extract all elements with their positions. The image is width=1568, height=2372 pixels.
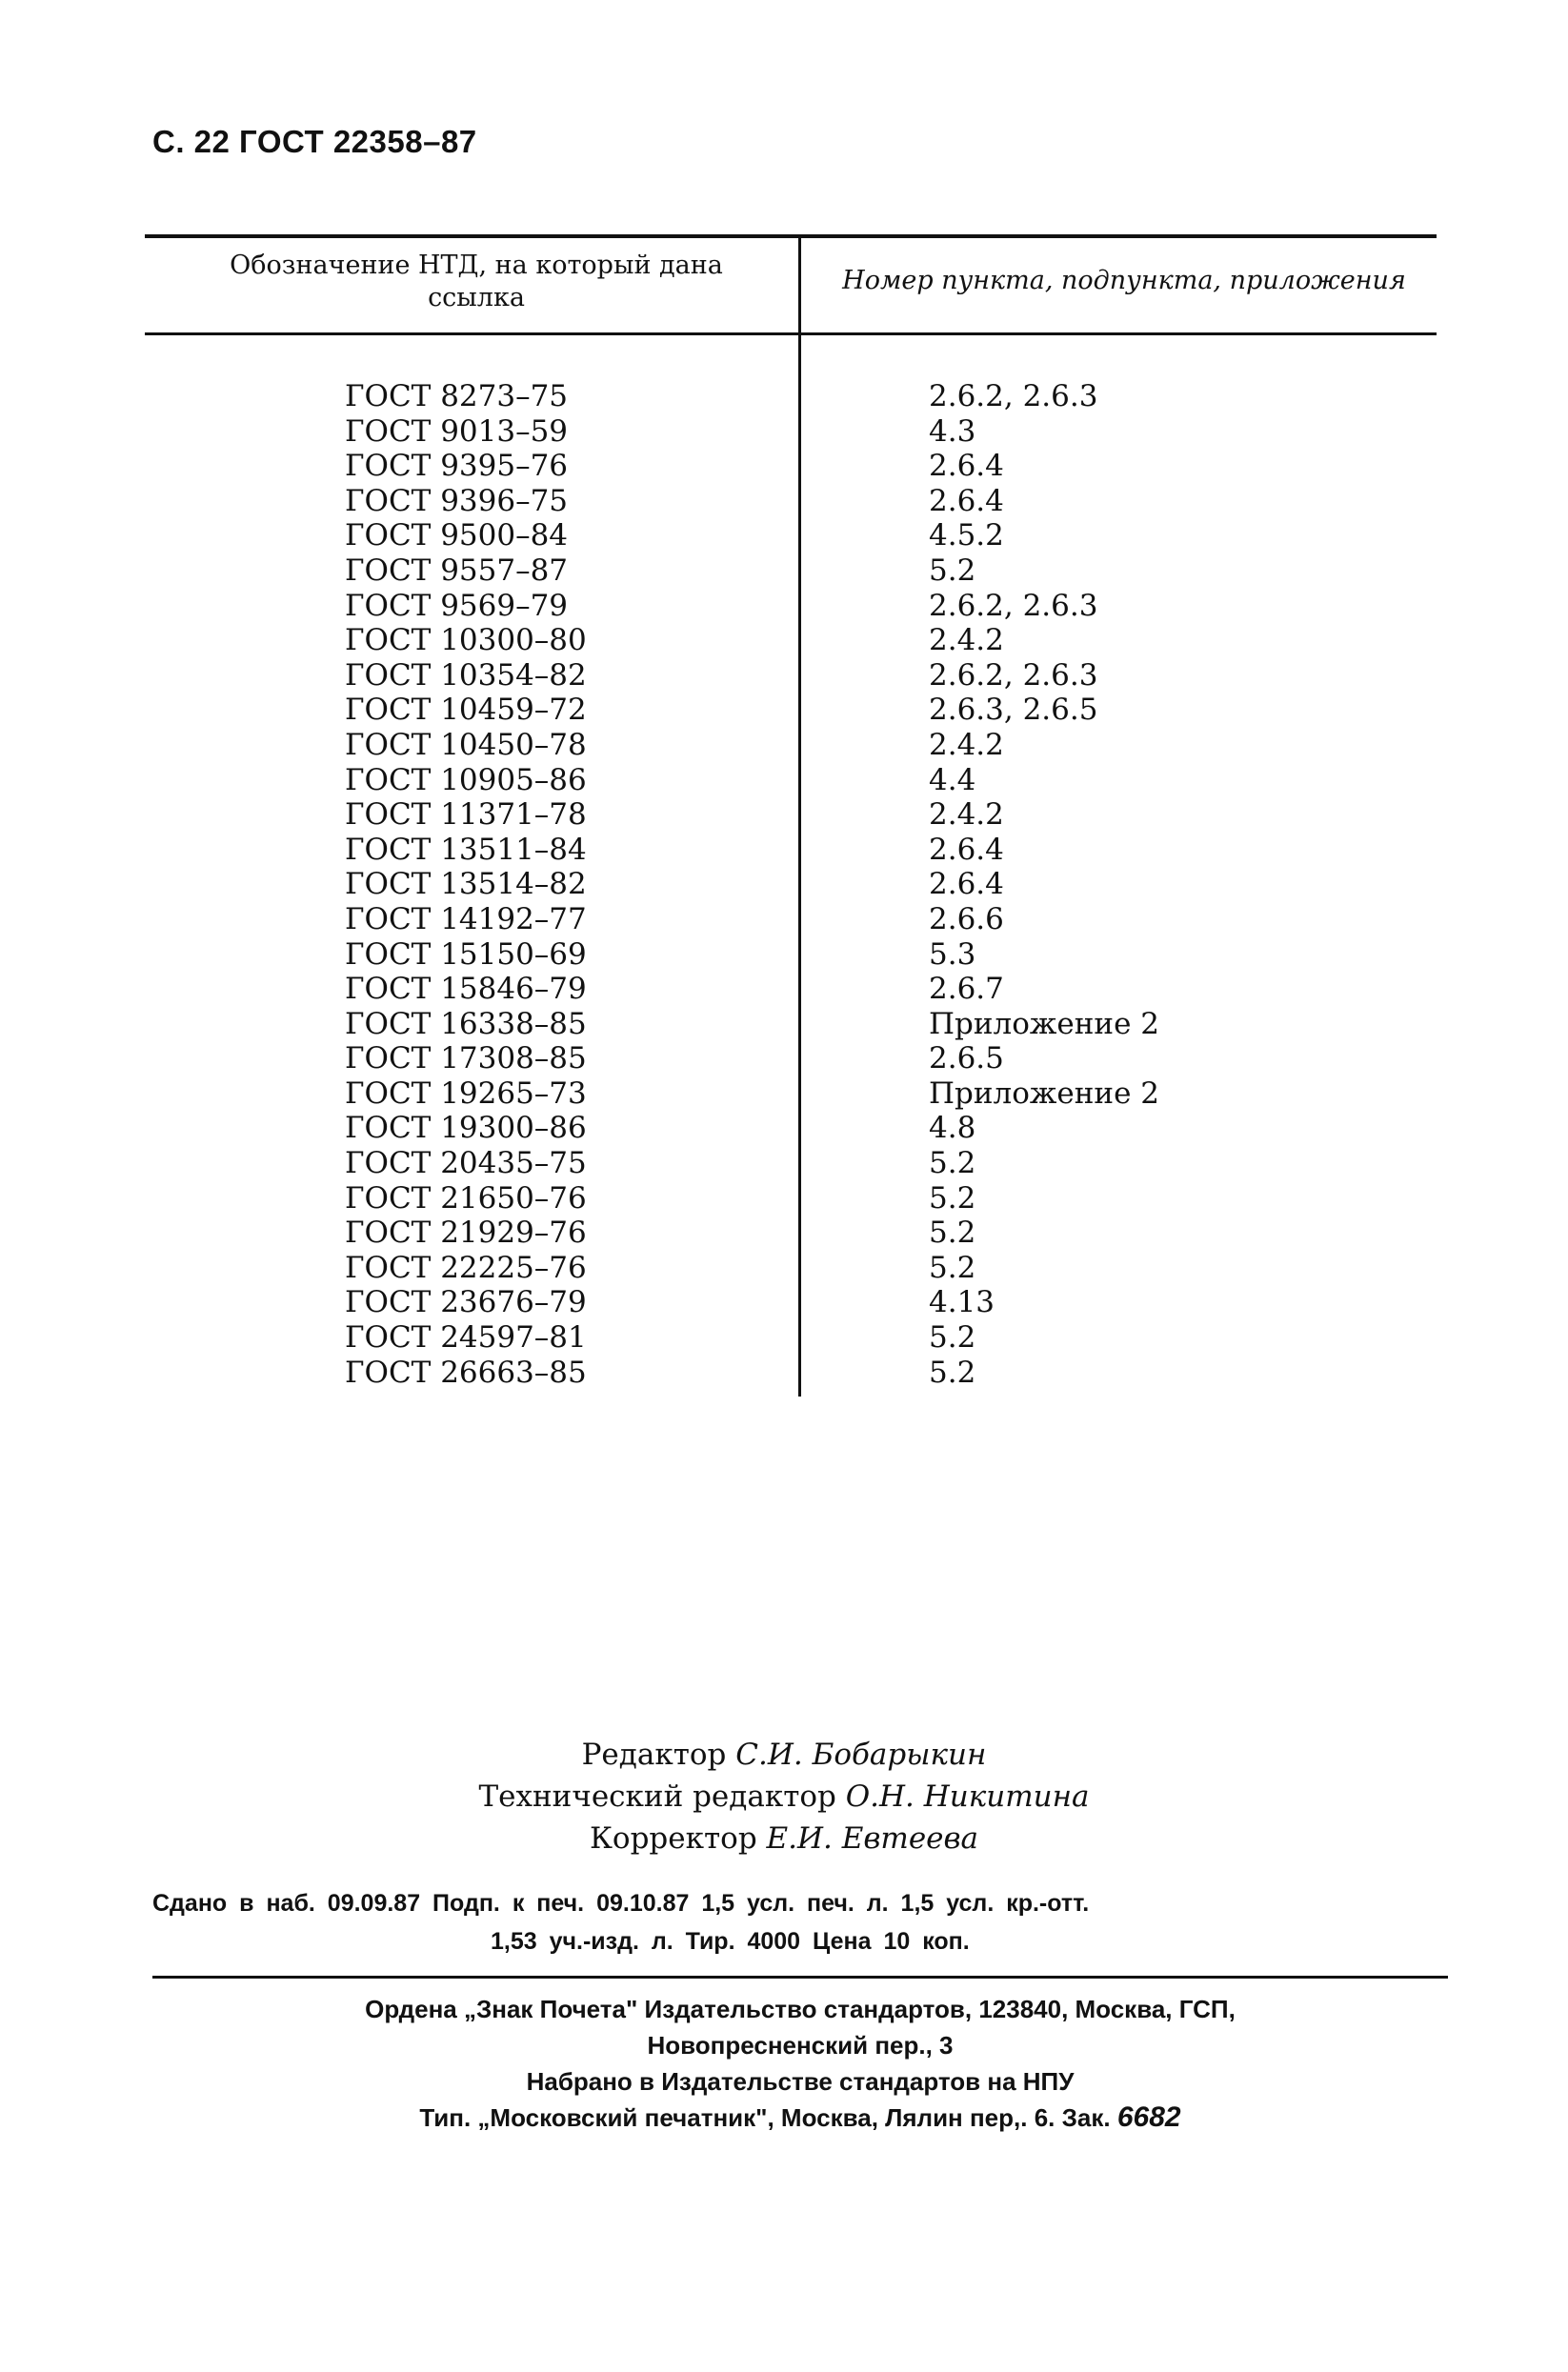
publisher-line-4	[191, 2100, 1410, 2136]
table-row	[0, 1111, 1568, 1146]
table-row	[0, 1146, 1568, 1181]
table-row	[0, 518, 1568, 553]
table-top-rule	[145, 234, 1437, 238]
table-row	[0, 833, 1568, 868]
table-row	[0, 1320, 1568, 1356]
document-designation: ГОСТ 15846–79	[345, 972, 587, 1007]
document-designation: ГОСТ 10450–78	[345, 727, 587, 762]
document-designation: ГОСТ 9396–75	[345, 483, 569, 518]
document-designation: ГОСТ 15150–69	[345, 936, 587, 972]
clause-reference: 2.6.4	[929, 867, 1004, 902]
table-row	[0, 937, 1568, 973]
document-designation: ГОСТ 13511–84	[345, 832, 587, 867]
clause-reference: 5.2	[929, 1355, 976, 1390]
table-row	[0, 1076, 1568, 1112]
document-designation: ГОСТ 9013–59	[345, 413, 569, 449]
clause-reference: 2.4.2	[929, 797, 1004, 833]
document-designation: ГОСТ 13514–82	[345, 867, 587, 902]
document-designation: ГОСТ 8273–75	[345, 379, 569, 413]
column-header-clause: Номер пункта, подпункта, приложения	[842, 266, 1406, 295]
table-row	[0, 1216, 1568, 1251]
clause-reference: 2.6.6	[929, 901, 1004, 936]
clause-reference: Приложение 2	[929, 1075, 1160, 1111]
document-designation: ГОСТ 9395–76	[345, 449, 569, 484]
document-designation: ГОСТ 9500–84	[345, 518, 569, 553]
document-designation: ГОСТ 10354–82	[345, 657, 587, 693]
document-designation: ГОСТ 9557–87	[345, 553, 569, 588]
clause-reference: 5.2	[929, 1216, 976, 1251]
table-row	[0, 1356, 1568, 1391]
credits-block	[0, 1734, 1568, 1859]
table-row	[0, 728, 1568, 763]
clause-reference: 4.13	[929, 1285, 995, 1320]
document-designation: ГОСТ 21650–76	[345, 1180, 587, 1216]
document-designation: ГОСТ 19265–73	[345, 1075, 587, 1111]
clause-reference: 5.3	[929, 936, 976, 972]
table-row	[0, 972, 1568, 1007]
document-designation: ГОСТ 20435–75	[345, 1146, 587, 1181]
tech-editor-role: Технический редактор	[478, 1779, 836, 1814]
editor-role: Редактор	[581, 1738, 727, 1772]
table-row	[0, 484, 1568, 519]
clause-reference: 5.2	[929, 1250, 976, 1285]
table-row	[0, 1251, 1568, 1286]
table-row	[0, 763, 1568, 798]
table-row	[0, 867, 1568, 902]
clause-reference: 2.6.4	[929, 449, 1004, 484]
order-number: 6682	[1116, 2101, 1181, 2133]
clause-reference: 2.4.2	[929, 727, 1004, 762]
clause-reference: 2.6.2, 2.6.3	[929, 379, 1098, 413]
clause-reference: 4.4	[929, 762, 976, 797]
table-row	[0, 1285, 1568, 1320]
table-row	[0, 902, 1568, 937]
imprint-line-2: 1,53 уч.-изд. л. Тир. 4000 Цена 10 коп.	[491, 1928, 970, 1955]
clause-reference: 2.4.2	[929, 623, 1004, 658]
document-designation: ГОСТ 24597–81	[345, 1320, 587, 1356]
publisher-line-2: Новопресненский пер., 3	[647, 2031, 954, 2060]
imprint-line-1: Сдано в наб. 09.09.87 Подп. к печ. 09.10.87 1,5 усл. печ. л. 1,5 усл. кр.-отт.	[152, 1890, 1090, 1917]
clause-reference: 5.2	[929, 1320, 976, 1356]
document-designation: ГОСТ 14192–77	[345, 901, 587, 936]
table-row	[0, 623, 1568, 658]
document-designation: ГОСТ 10300–80	[345, 623, 587, 658]
tech-editor-line	[0, 1776, 1568, 1818]
clause-reference: 2.6.5	[929, 1041, 1004, 1076]
document-designation: ГОСТ 22225–76	[345, 1250, 587, 1285]
document-designation: ГОСТ 21929–76	[345, 1216, 587, 1251]
clause-reference: 5.2	[929, 553, 976, 588]
table-row	[0, 1007, 1568, 1042]
editor-name: С.И. Бобарыкин	[735, 1738, 987, 1772]
clause-reference: 4.5.2	[929, 518, 1004, 553]
document-designation: ГОСТ 26663–85	[345, 1355, 587, 1390]
table-header-rule	[145, 332, 1437, 335]
publisher-line-3: Набрано в Издательстве стандартов на НПУ	[526, 2067, 1075, 2096]
clause-reference: 5.2	[929, 1180, 976, 1216]
table-row	[0, 553, 1568, 589]
clause-reference: 5.2	[929, 1146, 976, 1181]
proofreader-line	[0, 1818, 1568, 1859]
document-designation: ГОСТ 19300–86	[345, 1111, 587, 1146]
tech-editor-name: О.Н. Никитина	[845, 1779, 1090, 1814]
proofreader-role: Корректор	[589, 1821, 757, 1856]
publisher-block	[191, 1991, 1410, 2136]
table-row	[0, 589, 1568, 624]
table-row	[0, 1041, 1568, 1076]
clause-reference: Приложение 2	[929, 1006, 1160, 1041]
table-row	[0, 379, 1568, 414]
editor-line	[0, 1734, 1568, 1776]
clause-reference: 2.6.3, 2.6.5	[929, 693, 1098, 728]
document-designation: ГОСТ 16338–85	[345, 1006, 587, 1041]
imprint-block	[152, 1884, 1448, 1960]
imprint-bottom-rule	[152, 1976, 1448, 1979]
document-designation: ГОСТ 10905–86	[345, 762, 587, 797]
clause-reference: 2.6.2, 2.6.3	[929, 657, 1098, 693]
table-row	[0, 449, 1568, 484]
reference-table-body	[0, 379, 1568, 1390]
publisher-line-1: Ордена „Знак Почета" Издательство стандартов, 123840, Москва, ГСП,	[365, 1995, 1236, 2023]
clause-reference: 2.6.4	[929, 483, 1004, 518]
clause-reference: 4.8	[929, 1111, 976, 1146]
column-header-document: Обозначение НТД, на который дана ссылка	[230, 251, 723, 312]
clause-reference: 2.6.2, 2.6.3	[929, 588, 1098, 623]
table-row	[0, 658, 1568, 694]
clause-reference: 2.6.4	[929, 832, 1004, 867]
proofreader-name: Е.И. Евтеева	[766, 1821, 979, 1856]
print-shop-text: Тип. „Московский печатник", Москва, Лялин пер,. 6. Зак.	[419, 2103, 1111, 2132]
table-row	[0, 797, 1568, 833]
table-row	[0, 414, 1568, 450]
document-designation: ГОСТ 10459–72	[345, 693, 587, 728]
document-designation: ГОСТ 9569–79	[345, 588, 569, 623]
document-designation: ГОСТ 23676–79	[345, 1285, 587, 1320]
document-designation: ГОСТ 11371–78	[345, 797, 587, 833]
clause-reference: 2.6.7	[929, 972, 1004, 1007]
document-designation: ГОСТ 17308–85	[345, 1041, 587, 1076]
page-header: С. 22 ГОСТ 22358–87	[152, 124, 477, 159]
table-row	[0, 1181, 1568, 1216]
table-row	[0, 693, 1568, 728]
clause-reference: 4.3	[929, 413, 976, 449]
